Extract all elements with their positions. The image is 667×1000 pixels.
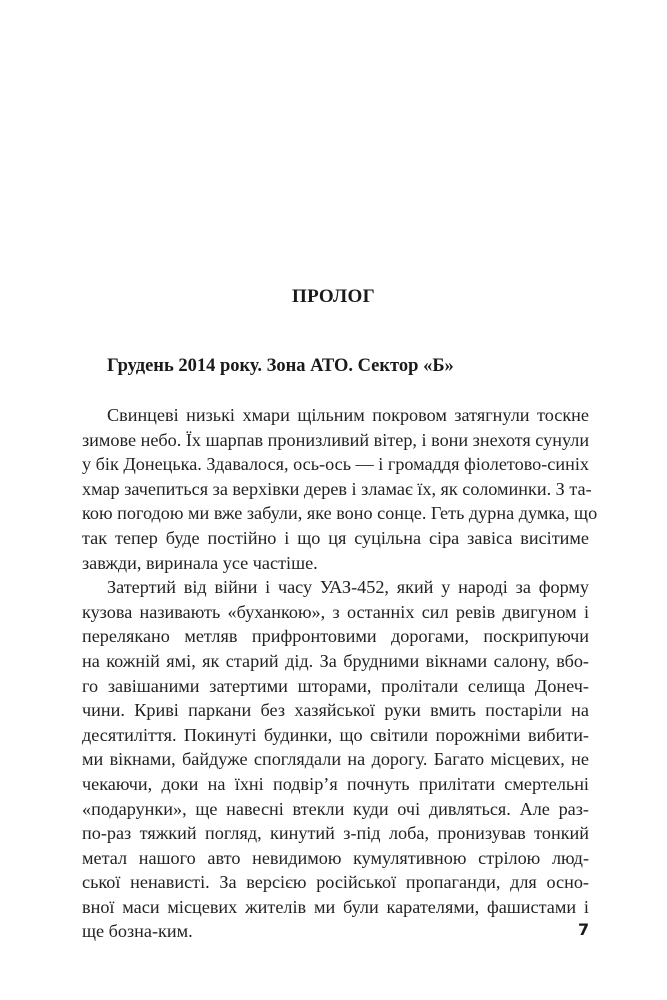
text-line: так тепер буде постійно і що ця суцільна сіра завіса висітиме	[82, 527, 589, 548]
text-line: десятиліття. Покинуті будинки, що світили порожніми вибити-	[82, 724, 589, 745]
text-line: ської ненависті. За версією російської пропаганди, для осно-	[82, 872, 589, 893]
text-line: метал нашого авто невидимою кумулятивною стрілою люд-	[82, 847, 589, 868]
text-line: чекаючи, доки на їхні подвір’я почнуть прилітати смертельні	[82, 773, 589, 794]
paragraph-2	[82, 575, 589, 944]
text-line: Затертий від війни і часу УАЗ-452, який у народі за форму	[107, 577, 589, 598]
text-line: го завішаними затертими шторами, пролітали селища Донеч-	[82, 675, 589, 696]
text-line: чини. Криві паркани без хазяйської руки вмить постаріли на	[82, 700, 589, 721]
text-line: зимове небо. Їх шарпав пронизливий вітер, і вони знехотя сунули	[82, 429, 590, 450]
body-text	[82, 403, 598, 944]
text-line: кою погодою ми вже забули, яке воно сонце. Геть дурна думка, що	[82, 503, 598, 524]
text-line: «подарунки», ще навесні втекли куди очі дивляться. Але раз-	[82, 798, 589, 819]
text-line: хмар зачепиться за верхівки дерев і зламає їх, як соломинки. З та-	[82, 478, 592, 499]
text-line: ми вікнами, байдуже споглядали на дорогу. Багато місцевих, не	[82, 749, 589, 770]
text-line: у бік Донецька. Здавалося, ось-ось — і громаддя фіолетово-синіх	[82, 454, 589, 475]
paragraph-1	[82, 403, 598, 575]
text-line: вної маси місцевих жителів ми були карателями, фашистами і	[82, 896, 589, 917]
text-line: завжди, виринала усе частіше.	[82, 552, 318, 573]
text-line: Свинцеві низькі хмари щільним покровом затягнули тоскне	[107, 405, 589, 425]
text-line: на кожній ямі, як старий дід. За брудними вікнами салону, вбо-	[82, 650, 589, 671]
text-line: перелякано метляв прифронтовими дорогами, поскрипуючи	[82, 626, 589, 647]
chapter-title: ПРОЛОГ	[292, 286, 375, 307]
page-number: 7	[578, 920, 590, 939]
text-line: ще бозна-ким.	[82, 921, 193, 942]
chapter-subtitle: Грудень 2014 року. Зона АТО. Сектор «Б»	[107, 356, 454, 376]
text-line: по-раз тяжкий погляд, кинутий з-під лоба, пронизував тонкий	[82, 823, 589, 844]
text-line: кузова називають «буханкою», з останніх сил ревів двигуном і	[82, 601, 589, 622]
